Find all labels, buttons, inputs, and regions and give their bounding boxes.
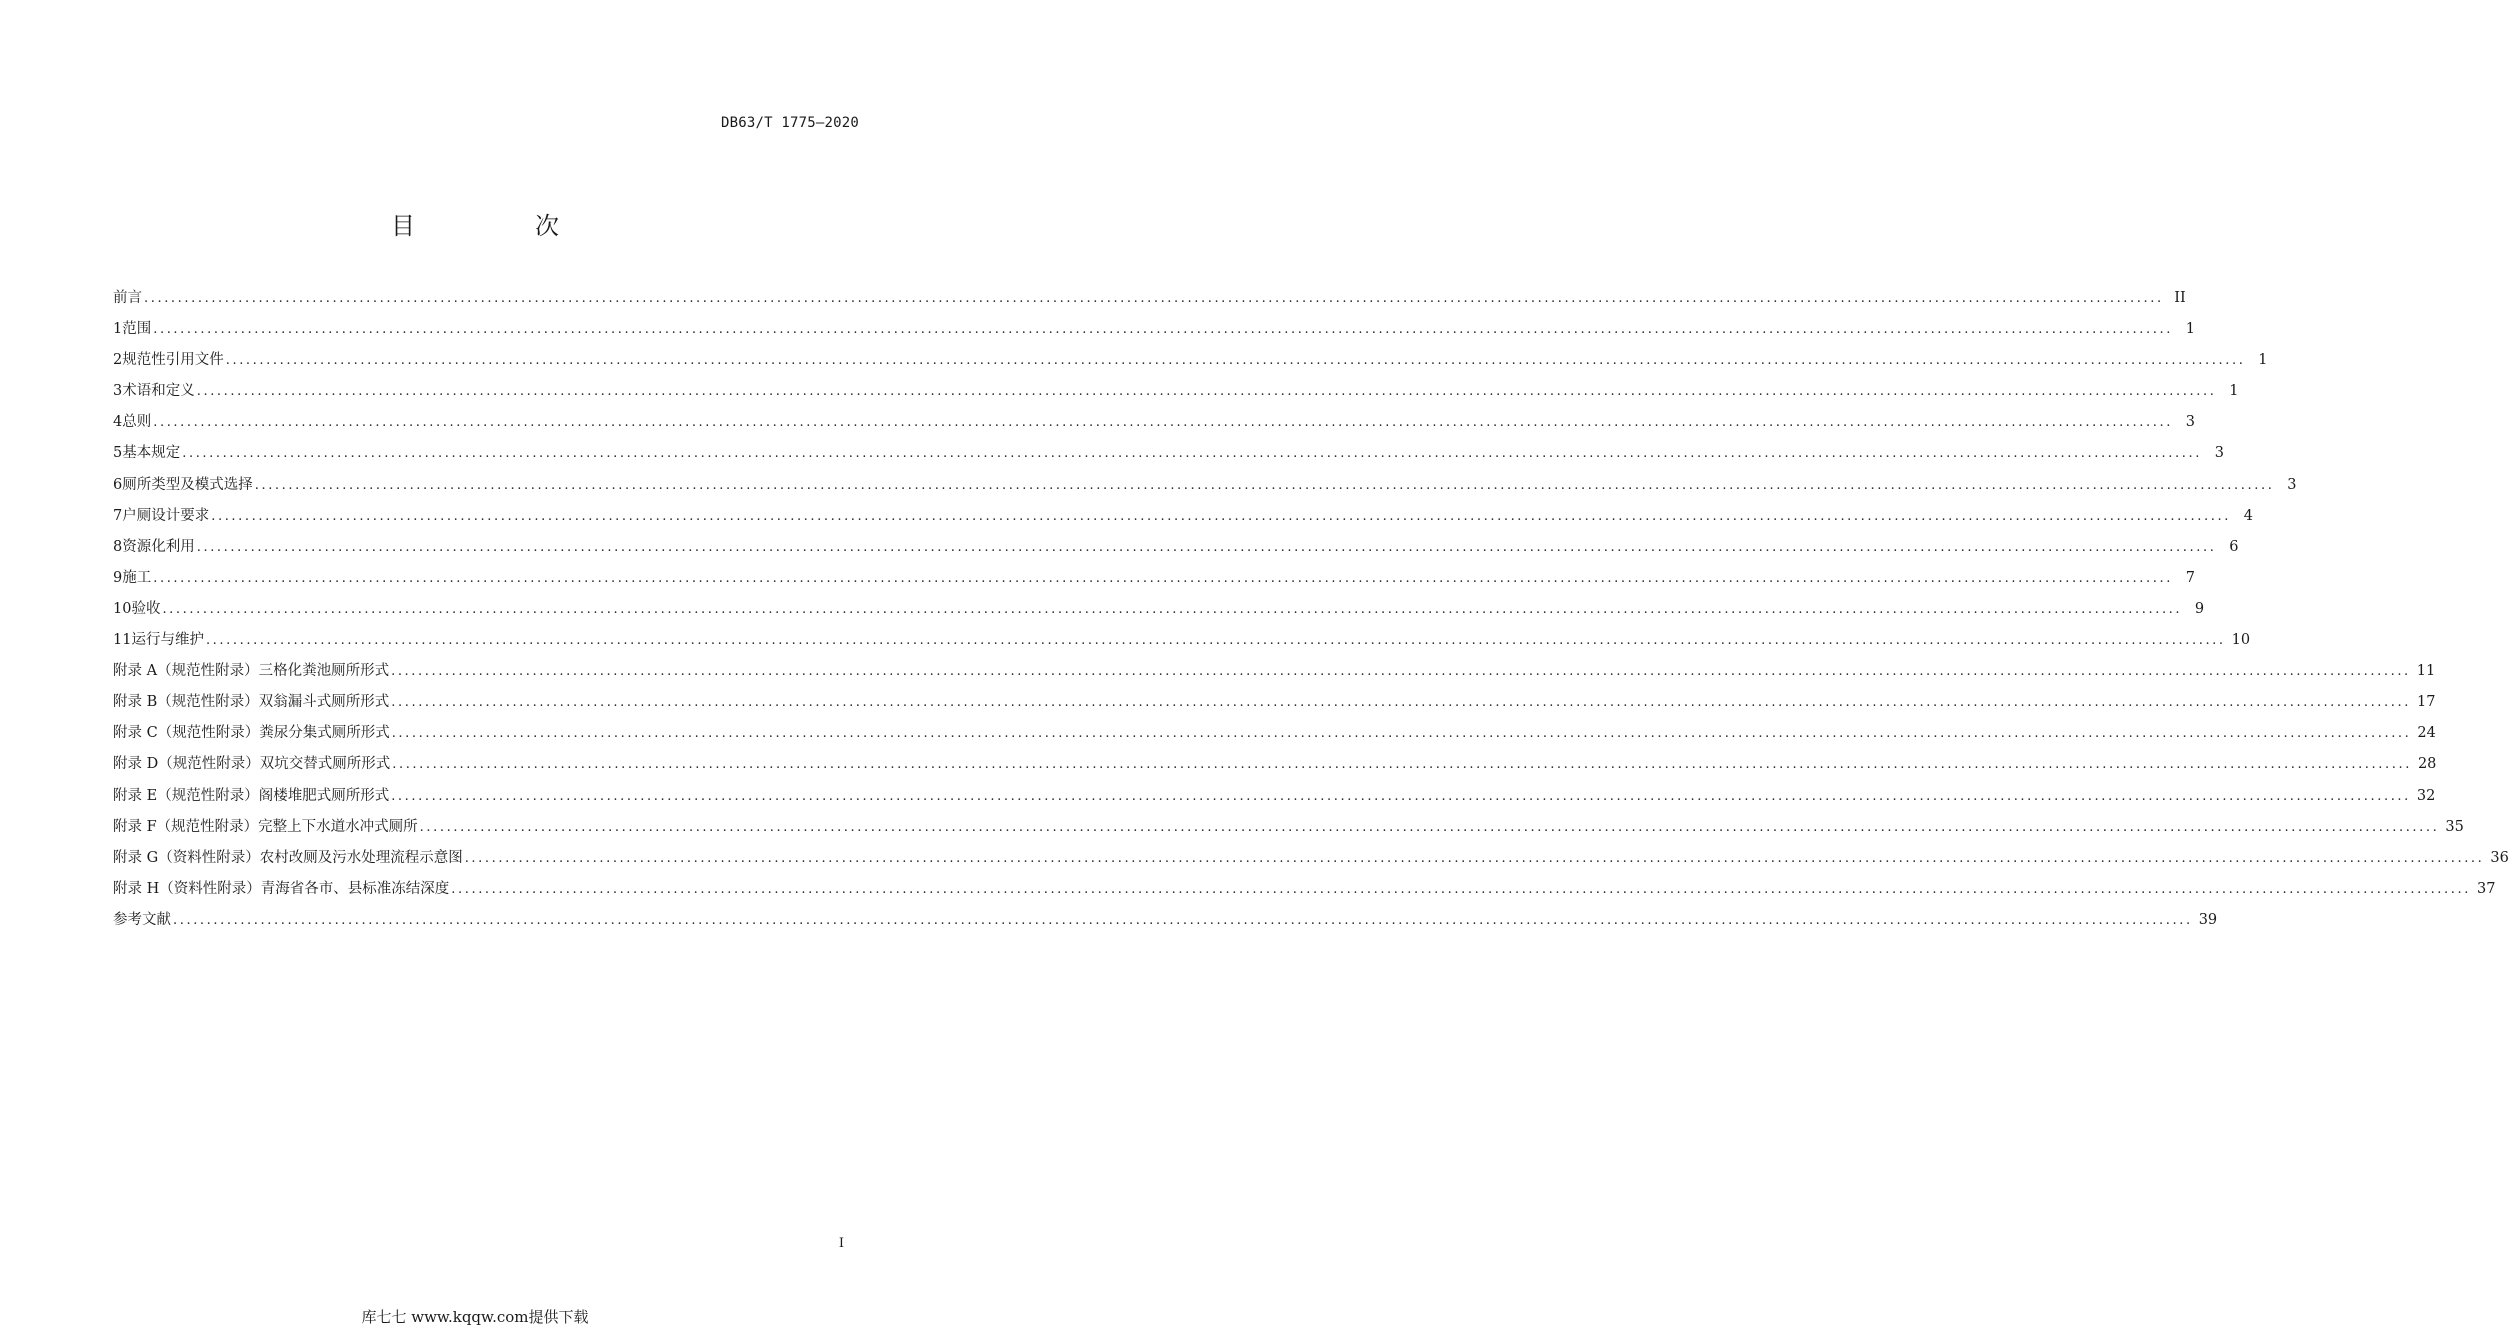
toc-leader-dots: ............................................................................................................................................................................................................................................................................................................ (391, 695, 2411, 711)
toc-entry-label: 户厕设计要求 (122, 507, 210, 524)
toc-entry-label: 粪尿分集式厕所形式 (259, 725, 390, 742)
toc-appendix-label: 附录 D（规范性附录） (113, 756, 260, 773)
toc-appendix-label: 附录 F（规范性附录） (113, 818, 259, 835)
toc-appendix-label: 附录 B（规范性附录） (113, 694, 259, 711)
toc-page-number: 10 (2231, 632, 2251, 649)
toc-entry[interactable] (113, 504, 2253, 535)
toc-leader-dots: ............................................................................................................................................................................................................................................................................................................ (225, 353, 2246, 369)
toc-leader-dots: ............................................................................................................................................................................................................................................................................................................ (182, 446, 2202, 462)
toc-entry[interactable] (113, 908, 2218, 939)
table-of-contents (113, 286, 2509, 939)
toc-page-number: 37 (2476, 880, 2496, 897)
toc-page-number: 36 (2490, 849, 2509, 866)
toc-entry[interactable] (113, 690, 2436, 721)
toc-page-number: 1 (2258, 352, 2268, 369)
toc-leader-dots: ............................................................................................................................................................................................................................................................................................................ (153, 570, 2173, 586)
toc-entry-label: 前言 (113, 290, 142, 306)
toc-section-number: 5 (113, 445, 123, 462)
toc-entry[interactable] (113, 784, 2436, 815)
toc-page-number: 1 (2185, 321, 2195, 338)
toc-entry-label: 完整上下水道水冲式厕所 (258, 818, 418, 835)
toc-entry[interactable] (113, 286, 2186, 317)
toc-section-number: 10 (113, 600, 132, 617)
toc-entry-label: 双坑交替式厕所形式 (259, 756, 391, 773)
toc-section-number: 8 (113, 538, 123, 555)
toc-leader-dots: ............................................................................................................................................................................................................................................................................................................ (196, 384, 2217, 400)
toc-page-number: 35 (2445, 818, 2464, 835)
toc-entry-label: 资源化利用 (122, 538, 195, 555)
toc-page-number: 9 (2194, 600, 2205, 617)
toc-page-number: 1 (2229, 383, 2239, 400)
toc-entry[interactable] (113, 597, 2205, 628)
toc-leader-dots: ............................................................................................................................................................................................................................................................................................................ (464, 850, 2485, 866)
toc-leader-dots: ............................................................................................................................................................................................................................................................................................................ (391, 788, 2411, 804)
toc-entry[interactable] (113, 348, 2268, 379)
toc-entry[interactable] (113, 628, 2251, 659)
toc-entry-label: 施工 (122, 569, 152, 586)
toc-entry[interactable] (113, 473, 2297, 504)
toc-page-number: II (2174, 290, 2186, 306)
toc-page-number: 6 (2229, 538, 2239, 555)
toc-section-number: 7 (113, 507, 123, 524)
toc-entry[interactable] (113, 752, 2437, 783)
toc-entry-label: 三格化粪池厕所形式 (258, 663, 390, 680)
toc-leader-dots: ............................................................................................................................................................................................................................................................................................................ (153, 322, 2173, 338)
toc-page-number: 3 (2214, 445, 2224, 462)
toc-section-number: 2 (113, 352, 123, 369)
toc-page-number: 24 (2417, 725, 2436, 742)
toc-section-number: 9 (113, 569, 123, 586)
toc-section-number: 11 (113, 632, 132, 649)
toc-page-number: 17 (2416, 694, 2436, 711)
toc-appendix-label: 附录 G（资料性附录） (113, 849, 260, 866)
document-code: DB63/T 1775—2020 (720, 115, 859, 131)
toc-entry[interactable] (113, 379, 2239, 410)
toc-leader-dots: ............................................................................................................................................................................................................................................................................................................ (173, 912, 2193, 928)
toc-entry-label: 运行与维护 (131, 632, 204, 649)
toc-entry-label: 范围 (122, 321, 152, 338)
toc-entry[interactable] (113, 721, 2436, 752)
toc-entry-label: 术语和定义 (122, 383, 195, 400)
footer-watermark: 库七七 www.kqqw.com提供下载 (361, 1308, 589, 1326)
toc-entry-label: 验收 (131, 600, 161, 617)
toc-leader-dots: ............................................................................................................................................................................................................................................................................................................ (153, 415, 2173, 431)
toc-leader-dots: ............................................................................................................................................................................................................................................................................................................ (205, 633, 2226, 649)
toc-entry[interactable] (113, 659, 2436, 690)
toc-appendix-label: 附录 E（规范性附录） (113, 787, 259, 804)
toc-appendix-label: 附录 C（规范性附录） (113, 725, 260, 742)
toc-entry-label: 总则 (122, 414, 152, 431)
toc-entry-label: 规范性引用文件 (122, 352, 224, 369)
toc-entry[interactable] (113, 566, 2195, 597)
toc-leader-dots: ............................................................................................................................................................................................................................................................................................................ (451, 881, 2471, 897)
toc-leader-dots: ............................................................................................................................................................................................................................................................................................................ (419, 819, 2440, 835)
toc-leader-dots: ............................................................................................................................................................................................................................................................................................................ (254, 477, 2275, 493)
toc-page-number: 3 (2287, 476, 2297, 493)
toc-entry-label: 双翁漏斗式厕所形式 (258, 694, 390, 711)
toc-entry-label: 基本规定 (122, 445, 181, 462)
page-number: I (838, 1236, 844, 1251)
toc-entry-label: 厕所类型及模式选择 (122, 476, 253, 493)
toc-section-number: 6 (113, 476, 123, 493)
toc-entry-label: 农村改厕及污水处理流程示意图 (259, 849, 463, 866)
toc-leader-dots: ............................................................................................................................................................................................................................................................................................................ (211, 508, 2231, 524)
toc-appendix-label: 附录 A（规范性附录） (113, 663, 259, 680)
toc-section-number: 4 (113, 414, 123, 431)
toc-entry[interactable] (113, 535, 2239, 566)
toc-page-number: 7 (2185, 569, 2195, 586)
page-title: 目 次 (391, 212, 607, 240)
toc-entry[interactable] (113, 441, 2224, 472)
toc-section-number: 3 (113, 383, 123, 400)
toc-page-number: 39 (2198, 911, 2218, 928)
toc-leader-dots: ............................................................................................................................................................................................................................................................................................................ (392, 757, 2412, 773)
toc-leader-dots: ............................................................................................................................................................................................................................................................................................................ (391, 726, 2412, 742)
toc-entry-label: 参考文献 (113, 911, 171, 928)
toc-entry-label: 阁楼堆肥式厕所形式 (258, 787, 390, 804)
toc-leader-dots: ............................................................................................................................................................................................................................................................................................................ (162, 601, 2183, 617)
toc-entry[interactable] (113, 877, 2496, 908)
toc-page-number: 3 (2185, 414, 2195, 431)
toc-entry[interactable] (113, 846, 2509, 877)
toc-entry[interactable] (113, 815, 2464, 846)
toc-leader-dots: ............................................................................................................................................................................................................................................................................................................ (144, 291, 2164, 306)
toc-leader-dots: ............................................................................................................................................................................................................................................................................................................ (391, 664, 2411, 680)
toc-entry-label: 青海省各市、县标准冻结深度 (260, 880, 450, 897)
toc-page-number: 28 (2417, 756, 2437, 773)
toc-page-number: 32 (2416, 787, 2436, 804)
toc-page-number: 4 (2243, 507, 2253, 524)
toc-entry[interactable] (113, 410, 2195, 441)
toc-leader-dots: ............................................................................................................................................................................................................................................................................................................ (196, 539, 2217, 555)
toc-appendix-label: 附录 H（资料性附录） (113, 880, 261, 897)
toc-page-number: 11 (2416, 663, 2436, 680)
toc-entry[interactable] (113, 317, 2195, 348)
toc-section-number: 1 (113, 321, 123, 338)
